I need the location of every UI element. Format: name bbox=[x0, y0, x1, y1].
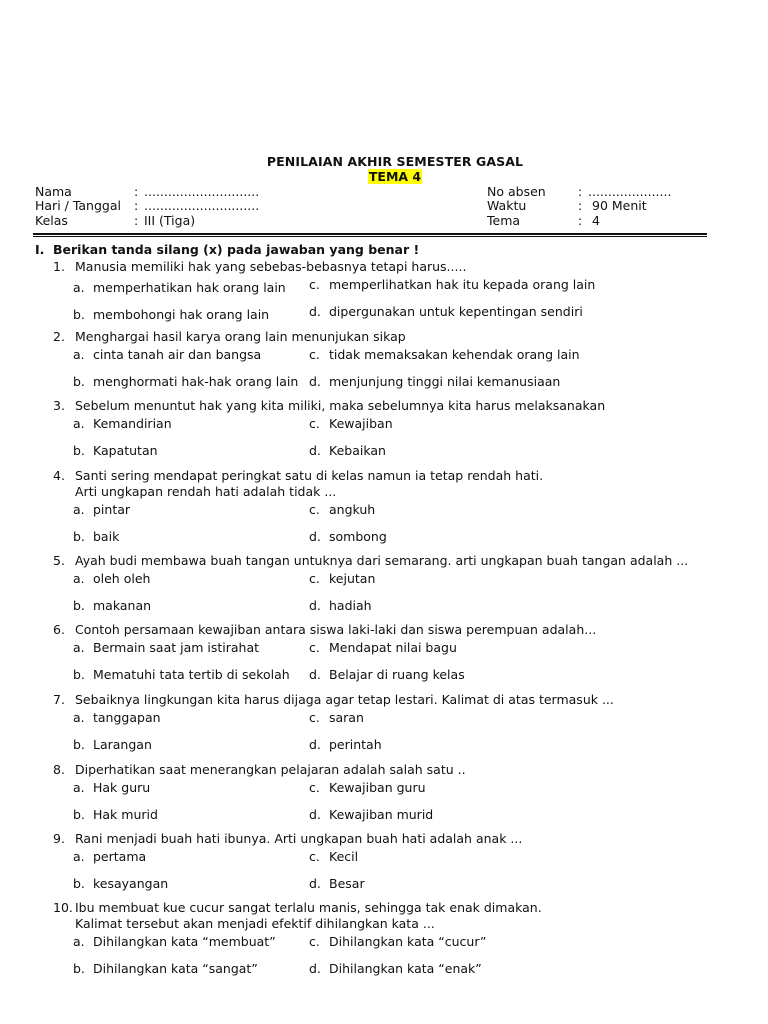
option-text: sombong bbox=[329, 529, 387, 544]
field-label-nama: Nama bbox=[35, 184, 72, 199]
page-subtitle bbox=[0, 169, 768, 184]
question-4 bbox=[53, 468, 543, 499]
option-letter: c. bbox=[309, 571, 320, 586]
answer-option-a[interactable] bbox=[73, 347, 261, 362]
field-sep: : bbox=[134, 213, 139, 228]
answer-option-b[interactable] bbox=[73, 807, 158, 822]
question-text-line2: Arti ungkapan rendah hati adalah tidak ... bbox=[75, 484, 337, 499]
answer-option-b[interactable] bbox=[73, 598, 151, 613]
option-letter: c. bbox=[309, 347, 320, 362]
question-number: 5. bbox=[53, 553, 65, 568]
option-text: Dihilangkan kata “enak” bbox=[329, 961, 482, 976]
option-text: Kebaikan bbox=[329, 443, 386, 458]
field-value-nama[interactable]: ............................. bbox=[144, 184, 260, 199]
option-text: kesayangan bbox=[93, 876, 169, 891]
option-letter: b. bbox=[73, 598, 85, 613]
question-number: 8. bbox=[53, 762, 65, 777]
option-text: pintar bbox=[93, 502, 131, 517]
question-text: Manusia memiliki hak yang sebebas-bebasnya tetapi harus..... bbox=[75, 259, 467, 274]
option-letter: d. bbox=[309, 598, 321, 613]
answer-option-c[interactable] bbox=[309, 571, 375, 586]
option-text: Belajar di ruang kelas bbox=[329, 667, 465, 682]
option-text: Bermain saat jam istirahat bbox=[93, 640, 260, 655]
option-letter: a. bbox=[73, 502, 85, 517]
option-letter: d. bbox=[309, 807, 321, 822]
answer-option-a[interactable] bbox=[73, 280, 286, 295]
question-text: Menghargai hasil karya orang lain menunjukan sikap bbox=[75, 329, 406, 344]
answer-option-c[interactable] bbox=[309, 502, 375, 517]
question-9 bbox=[53, 831, 522, 846]
option-text: Dihilangkan kata “membuat” bbox=[93, 934, 276, 949]
option-text: angkuh bbox=[329, 502, 376, 517]
question-number: 10. bbox=[53, 900, 73, 915]
option-text: membohongi hak orang lain bbox=[93, 307, 270, 322]
field-sep: : bbox=[578, 198, 583, 213]
option-text: saran bbox=[329, 710, 364, 725]
answer-option-a[interactable] bbox=[73, 416, 172, 431]
option-text: kejutan bbox=[329, 571, 376, 586]
option-text: Kewajiban bbox=[329, 416, 393, 431]
option-text: Besar bbox=[329, 876, 365, 891]
answer-option-d[interactable] bbox=[309, 443, 386, 458]
option-letter: d. bbox=[309, 529, 321, 544]
field-label-hari-tanggal: Hari / Tanggal bbox=[35, 198, 121, 213]
page-title: PENILAIAN AKHIR SEMESTER GASAL bbox=[266, 154, 524, 169]
question-1 bbox=[53, 259, 466, 274]
field-sep: : bbox=[134, 198, 139, 213]
section-number: I. bbox=[35, 242, 45, 257]
option-letter: a. bbox=[73, 849, 85, 864]
option-text: hadiah bbox=[329, 598, 372, 613]
question-text: Ibu membuat kue cucur sangat terlalu manis, sehingga tak enak dimakan. bbox=[75, 900, 542, 915]
answer-option-d[interactable] bbox=[309, 961, 482, 976]
answer-option-d[interactable] bbox=[309, 737, 382, 752]
option-letter: a. bbox=[73, 280, 85, 295]
answer-option-c[interactable] bbox=[309, 780, 426, 795]
answer-option-c[interactable] bbox=[309, 640, 457, 655]
option-letter: b. bbox=[73, 529, 85, 544]
option-text: menghormati hak-hak orang lain bbox=[93, 374, 299, 389]
question-number: 1. bbox=[53, 259, 65, 274]
field-label-tema: Tema bbox=[487, 213, 521, 228]
option-letter: b. bbox=[73, 737, 85, 752]
option-letter: c. bbox=[309, 640, 320, 655]
header-divider bbox=[33, 233, 707, 237]
field-value-tema: 4 bbox=[592, 213, 600, 228]
question-number: 3. bbox=[53, 398, 65, 413]
field-label-waktu: Waktu bbox=[487, 198, 527, 213]
answer-option-c[interactable] bbox=[309, 277, 595, 292]
question-2 bbox=[53, 329, 406, 344]
option-letter: c. bbox=[309, 416, 320, 431]
question-number: 9. bbox=[53, 831, 65, 846]
option-letter: d. bbox=[309, 667, 321, 682]
answer-option-a[interactable] bbox=[73, 934, 276, 949]
option-letter: a. bbox=[73, 347, 85, 362]
option-letter: d. bbox=[309, 443, 321, 458]
option-text: Kecil bbox=[329, 849, 359, 864]
question-number: 6. bbox=[53, 622, 65, 637]
option-text: memperlihatkan hak itu kepada orang lain bbox=[329, 277, 596, 292]
question-6 bbox=[53, 622, 596, 637]
option-letter: b. bbox=[73, 374, 85, 389]
answer-option-b[interactable] bbox=[73, 667, 290, 682]
question-text: Sebaiknya lingkungan kita harus dijaga agar tetap lestari. Kalimat di atas termasuk ... bbox=[75, 692, 614, 707]
question-text: Contoh persamaan kewajiban antara siswa laki-laki dan siswa perempuan adalah... bbox=[75, 622, 597, 637]
option-text: tidak memaksakan kehendak orang lain bbox=[329, 347, 580, 362]
answer-option-d[interactable] bbox=[309, 374, 560, 389]
option-letter: c. bbox=[309, 710, 320, 725]
answer-option-b[interactable] bbox=[73, 961, 258, 976]
field-label-no-absen: No absen bbox=[487, 184, 546, 199]
option-letter: b. bbox=[73, 667, 85, 682]
option-letter: d. bbox=[309, 876, 321, 891]
question-5 bbox=[53, 553, 688, 568]
question-text: Santi sering mendapat peringkat satu di kelas namun ia tetap rendah hati. bbox=[75, 468, 544, 483]
option-letter: b. bbox=[73, 961, 85, 976]
option-text: Larangan bbox=[93, 737, 152, 752]
field-sep: : bbox=[578, 213, 583, 228]
answer-option-d[interactable] bbox=[309, 876, 365, 891]
answer-option-d[interactable] bbox=[309, 529, 387, 544]
option-text: Hak guru bbox=[93, 780, 151, 795]
question-3 bbox=[53, 398, 605, 413]
question-number: 4. bbox=[53, 468, 65, 483]
answer-option-c[interactable] bbox=[309, 347, 580, 362]
option-text: Kewajiban guru bbox=[329, 780, 426, 795]
option-letter: c. bbox=[309, 849, 320, 864]
option-text: makanan bbox=[93, 598, 152, 613]
option-text: baik bbox=[93, 529, 120, 544]
option-text: Kewajiban murid bbox=[329, 807, 434, 822]
field-value-hari-tanggal[interactable]: ............................. bbox=[144, 198, 260, 213]
option-letter: b. bbox=[73, 876, 85, 891]
option-letter: b. bbox=[73, 307, 85, 322]
question-text: Diperhatikan saat menerangkan pelajaran adalah salah satu .. bbox=[75, 762, 466, 777]
question-text: Rani menjadi buah hati ibunya. Arti ungkapan buah hati adalah anak ... bbox=[75, 831, 523, 846]
answer-option-a[interactable] bbox=[73, 849, 146, 864]
option-letter: d. bbox=[309, 737, 321, 752]
option-text: perintah bbox=[329, 737, 382, 752]
answer-option-a[interactable] bbox=[73, 780, 150, 795]
answer-option-c[interactable] bbox=[309, 934, 486, 949]
question-text: Sebelum menuntut hak yang kita miliki, maka sebelumnya kita harus melaksanakan bbox=[75, 398, 606, 413]
option-text: Mematuhi tata tertib di sekolah bbox=[93, 667, 290, 682]
answer-option-c[interactable] bbox=[309, 849, 358, 864]
field-sep: : bbox=[578, 184, 583, 199]
answer-option-a[interactable] bbox=[73, 710, 161, 725]
answer-option-d[interactable] bbox=[309, 807, 433, 822]
question-number: 7. bbox=[53, 692, 65, 707]
field-label-kelas: Kelas bbox=[35, 213, 68, 228]
option-letter: b. bbox=[73, 443, 85, 458]
field-sep: : bbox=[134, 184, 139, 199]
option-letter: d. bbox=[309, 304, 321, 319]
answer-option-b[interactable] bbox=[73, 737, 152, 752]
option-text: Kemandirian bbox=[93, 416, 172, 431]
option-letter: c. bbox=[309, 934, 320, 949]
option-text: cinta tanah air dan bangsa bbox=[93, 347, 262, 362]
option-text: oleh oleh bbox=[93, 571, 151, 586]
option-text: memperhatikan hak orang lain bbox=[93, 280, 286, 295]
field-value-no-absen[interactable]: ..................... bbox=[588, 184, 672, 199]
option-text: Dihilangkan kata “sangat” bbox=[93, 961, 258, 976]
option-letter: a. bbox=[73, 416, 85, 431]
option-text: menjunjung tinggi nilai kemanusiaan bbox=[329, 374, 561, 389]
answer-option-a[interactable] bbox=[73, 502, 130, 517]
subtitle-highlight: TEMA 4 bbox=[368, 169, 422, 184]
answer-option-b[interactable] bbox=[73, 443, 158, 458]
option-text: tanggapan bbox=[93, 710, 161, 725]
option-letter: d. bbox=[309, 961, 321, 976]
question-number: 2. bbox=[53, 329, 65, 344]
option-letter: c. bbox=[309, 277, 320, 292]
option-letter: c. bbox=[309, 780, 320, 795]
section-instruction: Berikan tanda silang (x) pada jawaban yang benar ! bbox=[53, 242, 420, 257]
option-text: Hak murid bbox=[93, 807, 158, 822]
question-7 bbox=[53, 692, 614, 707]
option-letter: a. bbox=[73, 710, 85, 725]
question-text-line2: Kalimat tersebut akan menjadi efektif dihilangkan kata ... bbox=[75, 916, 435, 931]
answer-option-d[interactable] bbox=[309, 304, 583, 319]
answer-option-d[interactable] bbox=[309, 667, 465, 682]
answer-option-b[interactable] bbox=[73, 307, 269, 322]
answer-option-a[interactable] bbox=[73, 571, 150, 586]
option-text: Mendapat nilai bagu bbox=[329, 640, 457, 655]
option-letter: a. bbox=[73, 640, 85, 655]
option-letter: a. bbox=[73, 780, 85, 795]
answer-option-c[interactable] bbox=[309, 710, 364, 725]
answer-option-a[interactable] bbox=[73, 640, 259, 655]
question-10 bbox=[53, 900, 542, 931]
option-text: Dihilangkan kata “cucur” bbox=[329, 934, 487, 949]
option-text: Kapatutan bbox=[93, 443, 158, 458]
answer-option-c[interactable] bbox=[309, 416, 393, 431]
option-letter: a. bbox=[73, 934, 85, 949]
option-letter: a. bbox=[73, 571, 85, 586]
answer-option-b[interactable] bbox=[73, 529, 119, 544]
question-8 bbox=[53, 762, 466, 777]
section-heading bbox=[35, 242, 419, 257]
option-letter: b. bbox=[73, 807, 85, 822]
field-value-waktu: 90 Menit bbox=[592, 198, 647, 213]
answer-option-b[interactable] bbox=[73, 876, 168, 891]
answer-option-b[interactable] bbox=[73, 374, 298, 389]
answer-option-d[interactable] bbox=[309, 598, 372, 613]
option-text: dipergunakan untuk kepentingan sendiri bbox=[329, 304, 583, 319]
question-text: Ayah budi membawa buah tangan untuknya dari semarang. arti ungkapan buah tangan adalah ... bbox=[75, 553, 689, 568]
option-letter: d. bbox=[309, 374, 321, 389]
option-text: pertama bbox=[93, 849, 147, 864]
field-value-kelas: III (Tiga) bbox=[144, 213, 196, 228]
option-letter: c. bbox=[309, 502, 320, 517]
